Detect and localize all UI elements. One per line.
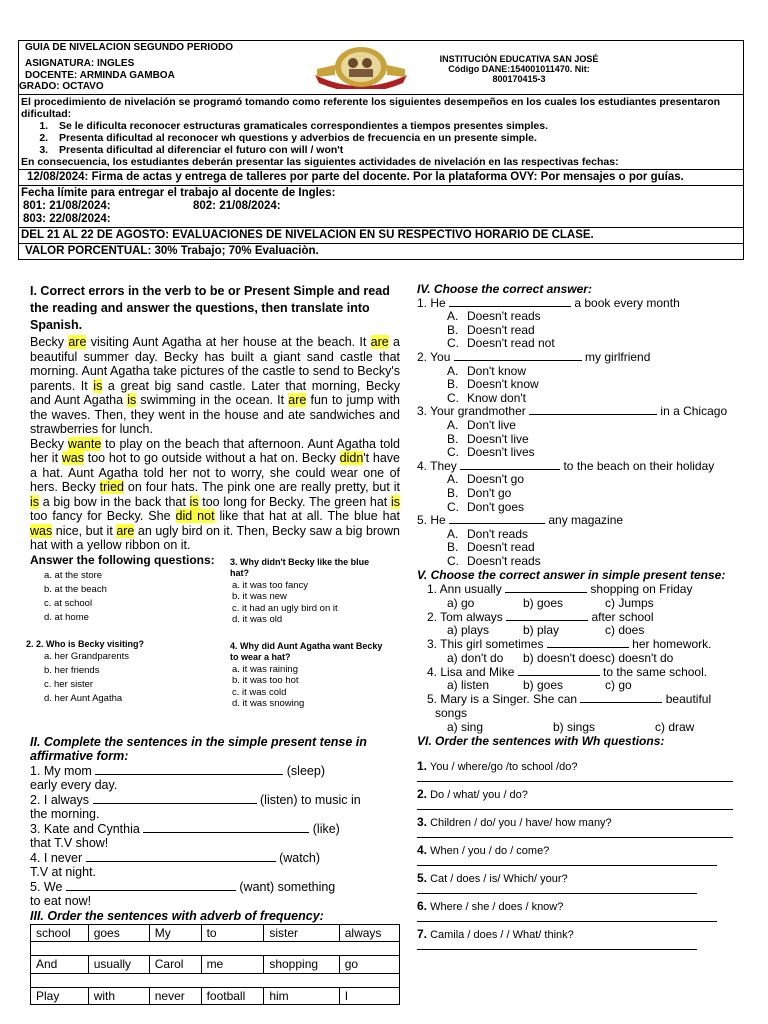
answer-blank[interactable] [66, 881, 236, 891]
question-3 [230, 557, 380, 626]
reading-text: visiting Aunt Agatha at her house at the beach. It [86, 335, 371, 349]
mc-question [417, 297, 747, 311]
option-text: Doesn't read [467, 322, 535, 337]
option-letter: A. [447, 472, 459, 487]
question-2-option[interactable]: b. her friends [44, 665, 100, 676]
mc-options [447, 419, 747, 460]
mc-option[interactable] [447, 392, 747, 406]
right-column [417, 283, 747, 956]
highlighted-error[interactable]: tried [99, 480, 124, 494]
section2-items [30, 764, 400, 909]
option-text: Doesn't know [467, 377, 539, 392]
wh-text [417, 844, 747, 859]
mc-question-start: 4. They [417, 458, 461, 473]
header-top [19, 41, 743, 95]
answer-line[interactable] [417, 865, 717, 866]
mc-option[interactable]: c) draw [655, 719, 695, 734]
highlighted-error[interactable]: are [116, 523, 135, 538]
mc-question-start: 5. He [417, 513, 450, 528]
word-cell: go [339, 956, 399, 974]
question-3-option[interactable]: d. it was old [232, 614, 283, 625]
wh-words: Cat / does / is/ Which/ your? [427, 873, 568, 886]
question-4-option[interactable]: a. it was raining [232, 663, 299, 675]
mc-option[interactable]: c) does [605, 623, 645, 638]
highlighted-error[interactable]: did not [175, 509, 215, 523]
mc-options [447, 365, 747, 406]
question-4 [230, 641, 390, 710]
deadline-section [19, 186, 743, 228]
mc-question-cont: songs [435, 706, 468, 721]
mc-question-end: shopping on Friday [587, 582, 693, 597]
difficulty-item: 3. Presenta dificultad al diferenciar el futuro con will / won't [51, 144, 741, 156]
answer-blank[interactable] [449, 297, 571, 307]
answer-blank[interactable] [95, 765, 283, 775]
fill-sentence [30, 851, 400, 866]
mc-question [417, 693, 747, 707]
mc-question-end: to the beach on their holiday [560, 458, 715, 473]
section6-items [417, 760, 747, 956]
reading-questions [26, 552, 400, 735]
consequence-text: En consecuencia, los estudiantes deberán presentar las siguientes actividades de nivelación en las respectivas fechas: [21, 156, 619, 168]
option-letter: C. [447, 499, 459, 514]
deadline-title: Fecha límite para entregar el trabajo al docente de Ingles: [21, 187, 336, 199]
deadline-803: 803: 22/08/2024: [23, 213, 111, 225]
highlighted-error[interactable]: wante [67, 436, 102, 451]
mc-question [417, 351, 747, 365]
question-1 [30, 569, 220, 625]
sentence-start: 4. I never [30, 850, 86, 865]
word-cell: to [201, 924, 264, 942]
sentence-end: the morning. [30, 807, 100, 821]
option-text: Doesn't live [467, 431, 529, 446]
mc-options [447, 528, 747, 569]
option-text: Doesn't lives [467, 445, 535, 460]
question-2-label: 2. 2. Who is Becky visiting? [26, 638, 145, 649]
question-4-option[interactable]: d. it was snowing [232, 698, 305, 709]
question-2 [26, 639, 216, 707]
option-text: Doesn't read [467, 540, 535, 555]
question-3-option[interactable]: c. it had an ugly bird on it [232, 602, 338, 614]
answer-blank[interactable] [143, 823, 309, 833]
mc-option[interactable]: b) goes [523, 678, 564, 693]
sentence-verb: (like) [309, 821, 340, 836]
mc-option[interactable] [447, 528, 747, 542]
sentence-end: early every day. [30, 778, 118, 792]
answer-blank[interactable] [506, 611, 588, 621]
section4-title-text: IV. Choose the correct answer: [417, 282, 592, 296]
option-letter: A. [447, 417, 459, 432]
reading-text: a big bow in the back that [39, 494, 190, 509]
word-cell: him [264, 987, 339, 1005]
wh-text [417, 928, 747, 943]
mc-options [417, 721, 747, 735]
question-2-option[interactable]: a. her Grandparents [44, 651, 130, 662]
wh-item [417, 844, 747, 872]
wh-words: Where / she / does / know? [427, 901, 564, 914]
mc-question-start: 2. Tom always [427, 609, 507, 624]
mc-option[interactable] [447, 555, 747, 569]
mc-options [447, 310, 747, 351]
value-section [19, 244, 743, 259]
reading-text: 't have a hat. Aunt Agatha told her not to worry, she could wear one of hers. Becky [30, 451, 400, 494]
mc-option[interactable]: a) go [447, 595, 475, 610]
reading-text: like that hat at all. The blue hat [214, 509, 401, 523]
mc-question-start: 2. You [417, 349, 454, 364]
mc-question [417, 460, 747, 474]
date-text: 12/08/2024: Firma de actas y entrega de talleres por parte del docente. Por la plataforma OVY: Por mensajes o por guías. [27, 171, 684, 183]
option-letter: B. [447, 322, 459, 337]
mc-option[interactable]: b) sings [553, 719, 596, 734]
difficulties-list [51, 120, 741, 156]
option-text: Don't goes [467, 499, 524, 514]
mc-question-start: 3. This girl sometimes [427, 637, 547, 652]
value-text: VALOR PORCENTUAL: 30% Trabajo; 70% Evaluaciòn. [25, 245, 319, 257]
highlighted-error[interactable]: is [30, 494, 40, 509]
sentence-start: 5. We [30, 879, 66, 894]
wh-text [417, 900, 747, 915]
question-1-option[interactable]: b. at the beach [44, 583, 107, 595]
fill-sentence [30, 764, 400, 779]
header-box [18, 40, 744, 260]
mc-question-start: 1. He [417, 295, 450, 310]
procedure-section [19, 95, 743, 170]
answer-blank[interactable] [518, 666, 600, 676]
wh-words: Do / what/ you / do? [427, 789, 528, 802]
option-text: Don't go [467, 485, 512, 500]
word-cell: football [201, 987, 264, 1005]
question-1-option[interactable]: a. at the store [44, 569, 103, 581]
mc-option[interactable]: c) Jumps [605, 595, 654, 610]
mc-question [417, 405, 747, 419]
mc-option[interactable] [447, 473, 747, 487]
reading-text: too long for Becky. The green hat [198, 494, 391, 509]
mc-question-start: 1. Ann usually [427, 582, 506, 597]
deadline-801: 801: 21/08/2024: [23, 200, 111, 212]
mc-option[interactable]: c) go [605, 678, 632, 693]
reading-text: to play on the beach that afternoon. Aunt Agatha told her it [30, 436, 401, 465]
answer-line[interactable] [417, 837, 733, 838]
guide-title: GUIA DE NIVELACION SEGUNDO PERIODO [25, 42, 233, 53]
section4-items [417, 297, 747, 569]
word-cell: goes [88, 924, 149, 942]
reading-text: an ugly bird on it. Then, Becky saw a big brown hat with a yellow ribbon on it. [30, 523, 400, 552]
wh-words: Children / do/ you / have/ how many? [427, 817, 612, 830]
answer-cell[interactable] [31, 942, 400, 956]
institution-name: INSTITUCIÒN EDUCATIVA SAN JOSÉ [439, 54, 599, 64]
grade-label: GRADO: OCTAVO [19, 81, 104, 92]
mc-question-end: her homework. [628, 637, 712, 652]
reading-text: nice, but it [52, 523, 117, 538]
wh-item [417, 816, 747, 844]
mc-question-end: in a Chicago [657, 404, 728, 419]
wh-text [417, 872, 747, 887]
question-2-option[interactable]: d. her Aunt Agatha [44, 693, 123, 704]
question-2-option[interactable]: c. her sister [44, 679, 94, 690]
reading-text: Becky [30, 335, 69, 349]
question-3-option[interactable]: b. it was new [232, 591, 287, 602]
mc-options [417, 597, 747, 611]
wh-words: When / you / do / come? [427, 845, 550, 858]
mc-options [417, 652, 747, 666]
option-text: Doesn't go [467, 472, 524, 487]
mc-question-end: any magazine [545, 513, 624, 528]
highlighted-error[interactable]: is [127, 393, 137, 407]
answer-line[interactable] [417, 893, 697, 894]
reading-text: a great big sand castle. Later that morning, Becky and Aunt Agatha [30, 378, 400, 407]
word-cell: My [149, 924, 201, 942]
wh-item [417, 928, 747, 956]
highlighted-error[interactable]: is [93, 378, 103, 393]
question-4-option[interactable]: b. it was too hot [232, 675, 299, 686]
word-cell: sister [264, 924, 339, 942]
section5-title: V. Choose the correct answer in simple present tense: [417, 568, 726, 583]
answer-blank[interactable] [449, 514, 545, 524]
answer-cell[interactable] [31, 973, 400, 987]
question-1-option[interactable]: d. at home [44, 611, 89, 623]
nit-number: 800170415-3 [492, 74, 546, 84]
wh-number: 4. [417, 843, 428, 858]
mc-question-start: 4. Lisa and Mike [427, 664, 518, 679]
word-cell: me [201, 956, 264, 974]
sentence-start: 1. My mom [30, 763, 96, 778]
highlighted-error[interactable]: is [390, 494, 400, 509]
mc-question-start: 5. Mary is a Singer. She can [427, 692, 581, 707]
mc-question [417, 514, 747, 528]
procedure-intro: El procedimiento de nivelación se programó tomando como referente los siguientes desempeños en los cuales los estudiantes presentaron dificultad: [21, 96, 721, 120]
option-letter: B. [447, 485, 459, 500]
mc-option[interactable] [447, 324, 747, 338]
option-text: Doesn't reads [467, 553, 541, 568]
wh-number: 5. [417, 871, 428, 886]
deadline-801-802 [21, 200, 741, 213]
option-letter: C. [447, 390, 459, 405]
mc-option[interactable]: a) sing [447, 719, 484, 734]
option-text: Know don't [467, 390, 526, 405]
mc-option[interactable] [447, 337, 747, 351]
mc-question-start: 3. Your grandmother [417, 404, 530, 419]
mc-option[interactable] [447, 446, 747, 460]
mc-option[interactable]: b) goes [523, 595, 564, 610]
reading-paragraph-2 [30, 437, 400, 553]
mc-option[interactable] [447, 541, 747, 555]
mc-option[interactable]: b) doesn't does [523, 650, 605, 665]
option-letter: A. [447, 309, 459, 324]
sentence-verb: (listen) to music in [256, 792, 361, 807]
answer-row [31, 942, 400, 956]
answer-title: Answer the following questions: [30, 552, 215, 567]
wh-number: 3. [417, 815, 428, 830]
mc-options [417, 679, 747, 693]
question-1-option[interactable]: c. at school [44, 597, 93, 609]
reading-text: on four hats. The pink one are really pretty, but it [123, 480, 400, 494]
highlighted-error[interactable]: is [189, 494, 199, 509]
mc-options [447, 473, 747, 514]
evaluation-section [19, 228, 743, 244]
sentence-start: 3. Kate and Cynthia [30, 821, 144, 836]
reading-paragraph-1 [30, 335, 400, 437]
section5-items [417, 583, 747, 735]
word-cell: Carol [149, 956, 201, 974]
sentence-verb: (sleep) [283, 763, 325, 778]
highlighted-error[interactable]: are [68, 335, 87, 349]
option-letter: B. [447, 431, 459, 446]
deadline-802: 802: 21/08/2024: [193, 200, 281, 212]
table-row [31, 956, 400, 974]
mc-option[interactable] [447, 378, 747, 392]
reading-text: Becky [30, 436, 68, 451]
answer-row [31, 973, 400, 987]
option-text: Doesn't reads [467, 309, 541, 324]
wh-words: Camila / does / / What/ think? [427, 929, 574, 942]
mc-option[interactable]: a) plays [447, 623, 490, 638]
wh-text [417, 816, 747, 831]
wh-number: 2. [417, 787, 428, 802]
fill-sentence [30, 793, 400, 808]
mc-option[interactable]: a) don't do [447, 650, 504, 665]
highlighted-error[interactable]: was [61, 451, 84, 465]
option-letter: C. [447, 553, 459, 568]
date-section [19, 170, 743, 186]
answer-blank[interactable] [505, 583, 587, 593]
option-text: Don't know [467, 363, 526, 378]
reading-text: fun to jump with the waves. Then, they went in the house and ate sandwiches and strawberries for lunch. [30, 393, 401, 436]
wh-number: 7. [417, 927, 428, 942]
table-row [31, 924, 400, 942]
sentence-end: to eat now! [30, 894, 92, 908]
option-text: Don't live [467, 417, 516, 432]
section2-title: II. Complete the sentences in the simple present tense in affirmative form: [30, 734, 367, 763]
highlighted-error[interactable]: didn [339, 451, 364, 465]
mc-question-end: after school [588, 609, 654, 624]
highlighted-error[interactable]: was [30, 523, 53, 538]
order-table [30, 924, 400, 1006]
fill-sentence [30, 822, 400, 837]
section4-title [417, 283, 747, 297]
reading-text: a beautiful summer day. Becky has built a giant sand castle that morning. Aunt Agatha take pictures of the castle to send to Becky's parents. It [30, 335, 400, 393]
mc-question-end: to the same school. [599, 664, 708, 679]
fill-sentence [30, 880, 400, 895]
mc-question [417, 666, 747, 680]
mc-option[interactable] [447, 487, 747, 501]
mc-question [417, 611, 747, 625]
option-letter: A. [447, 526, 459, 541]
sentence-end: T.V at night. [30, 865, 97, 879]
word-cell: And [31, 956, 89, 974]
teacher-label: DOCENTE: ARMINDA GAMBOA [25, 70, 175, 81]
dane-code: Código DANE:154001011470. Nit: [448, 64, 590, 74]
answer-blank[interactable] [93, 794, 257, 804]
answer-blank[interactable] [454, 351, 582, 361]
evaluation-text: DEL 21 AL 22 DE AGOSTO: EVALUACIONES DE NIVELACION EN SU RESPECTIVO HORARIO DE CLASE. [21, 229, 594, 241]
mc-option[interactable]: c) doesn't do [605, 650, 674, 665]
question-4-label: 4. Why did Aunt Agatha want Becky to wear a hat? [230, 640, 383, 662]
mc-question [417, 638, 747, 652]
answer-line[interactable] [417, 949, 697, 950]
word-cell: always [339, 924, 399, 942]
word-cell: Play [31, 987, 89, 1005]
mc-option[interactable] [447, 433, 747, 447]
mc-question-end: my girlfriend [581, 349, 651, 364]
mc-option[interactable]: a) listen [447, 678, 490, 693]
sentence-start: 2. I always [30, 792, 93, 807]
wh-words: You / where/go /to school /do? [427, 761, 578, 774]
difficulty-item: 2. Presenta dificultad al reconocer wh questions y adverbios de frecuencia en un presente simple. [51, 132, 741, 144]
option-letter: B. [447, 377, 459, 392]
mc-option[interactable] [447, 310, 747, 324]
mc-option[interactable]: b) play [523, 623, 560, 638]
word-cell: shopping [264, 956, 339, 974]
mc-question [417, 583, 747, 597]
option-text: Don't reads [467, 526, 528, 541]
section6-title: VI. Order the sentences with Wh questions: [417, 733, 665, 748]
section3-title: III. Order the sentences with adverb of frequency: [30, 908, 324, 923]
subject-label: ASIGNATURA: INGLES [25, 58, 135, 69]
sentence-verb: (want) something [235, 879, 336, 894]
school-seal-logo [311, 45, 411, 89]
answer-blank[interactable] [529, 405, 657, 415]
left-column [26, 283, 401, 1005]
wh-text [417, 760, 747, 775]
word-cell: I [339, 987, 399, 1005]
wh-item [417, 900, 747, 928]
question-3-label: 3. Why didn't Becky like the blue hat? [230, 556, 370, 578]
word-cell: never [149, 987, 201, 1005]
section1-title: I. Correct errors in the verb to be or Present Simple and read the reading and answer the questions, then translate into Spanish. [30, 284, 390, 332]
answer-blank[interactable] [460, 460, 560, 470]
highlighted-error[interactable]: are [288, 393, 307, 407]
wh-text [417, 788, 747, 803]
option-letter: C. [447, 336, 459, 351]
option-letter: A. [447, 363, 459, 378]
mc-option[interactable] [447, 365, 747, 379]
word-cell: usually [88, 956, 149, 974]
word-cell: school [31, 924, 89, 942]
option-letter: C. [447, 445, 459, 460]
answer-line[interactable] [417, 921, 717, 922]
answer-line[interactable] [417, 781, 733, 782]
word-cell: with [88, 987, 149, 1005]
reading-text: too hot to go outside without a hat on. Becky [84, 451, 340, 465]
question-3-option[interactable]: a. it was too fancy [232, 579, 309, 591]
option-letter: B. [447, 540, 459, 555]
reading-text: swimming in the ocean. It [136, 393, 289, 407]
wh-item [417, 760, 747, 788]
option-text: Doesn't read not [467, 336, 555, 351]
wh-item [417, 788, 747, 816]
table-row [31, 987, 400, 1005]
sentence-end: that T.V show! [30, 836, 109, 850]
answer-blank[interactable] [86, 852, 276, 862]
answer-line[interactable] [417, 809, 733, 810]
mc-question-end: a book every month [571, 295, 680, 310]
mc-option[interactable] [447, 501, 747, 515]
difficulty-item: 1. Se le dificulta reconocer estructuras gramaticales correspondientes a tiempos presentes simples. [51, 120, 741, 132]
wh-number: 1. [417, 759, 428, 774]
mc-options [417, 624, 747, 638]
sentence-verb: (watch) [275, 850, 321, 865]
institution-info [419, 54, 619, 84]
answer-blank[interactable] [547, 638, 629, 648]
mc-question-end: beautiful [662, 692, 712, 707]
answer-blank[interactable] [580, 693, 662, 703]
question-4-option[interactable]: c. it was cold [232, 686, 287, 698]
reading-text: too fancy for Becky. She [30, 509, 176, 523]
highlighted-error[interactable]: are [370, 335, 389, 349]
wh-number: 6. [417, 899, 428, 914]
wh-item [417, 872, 747, 900]
mc-option[interactable] [447, 419, 747, 433]
